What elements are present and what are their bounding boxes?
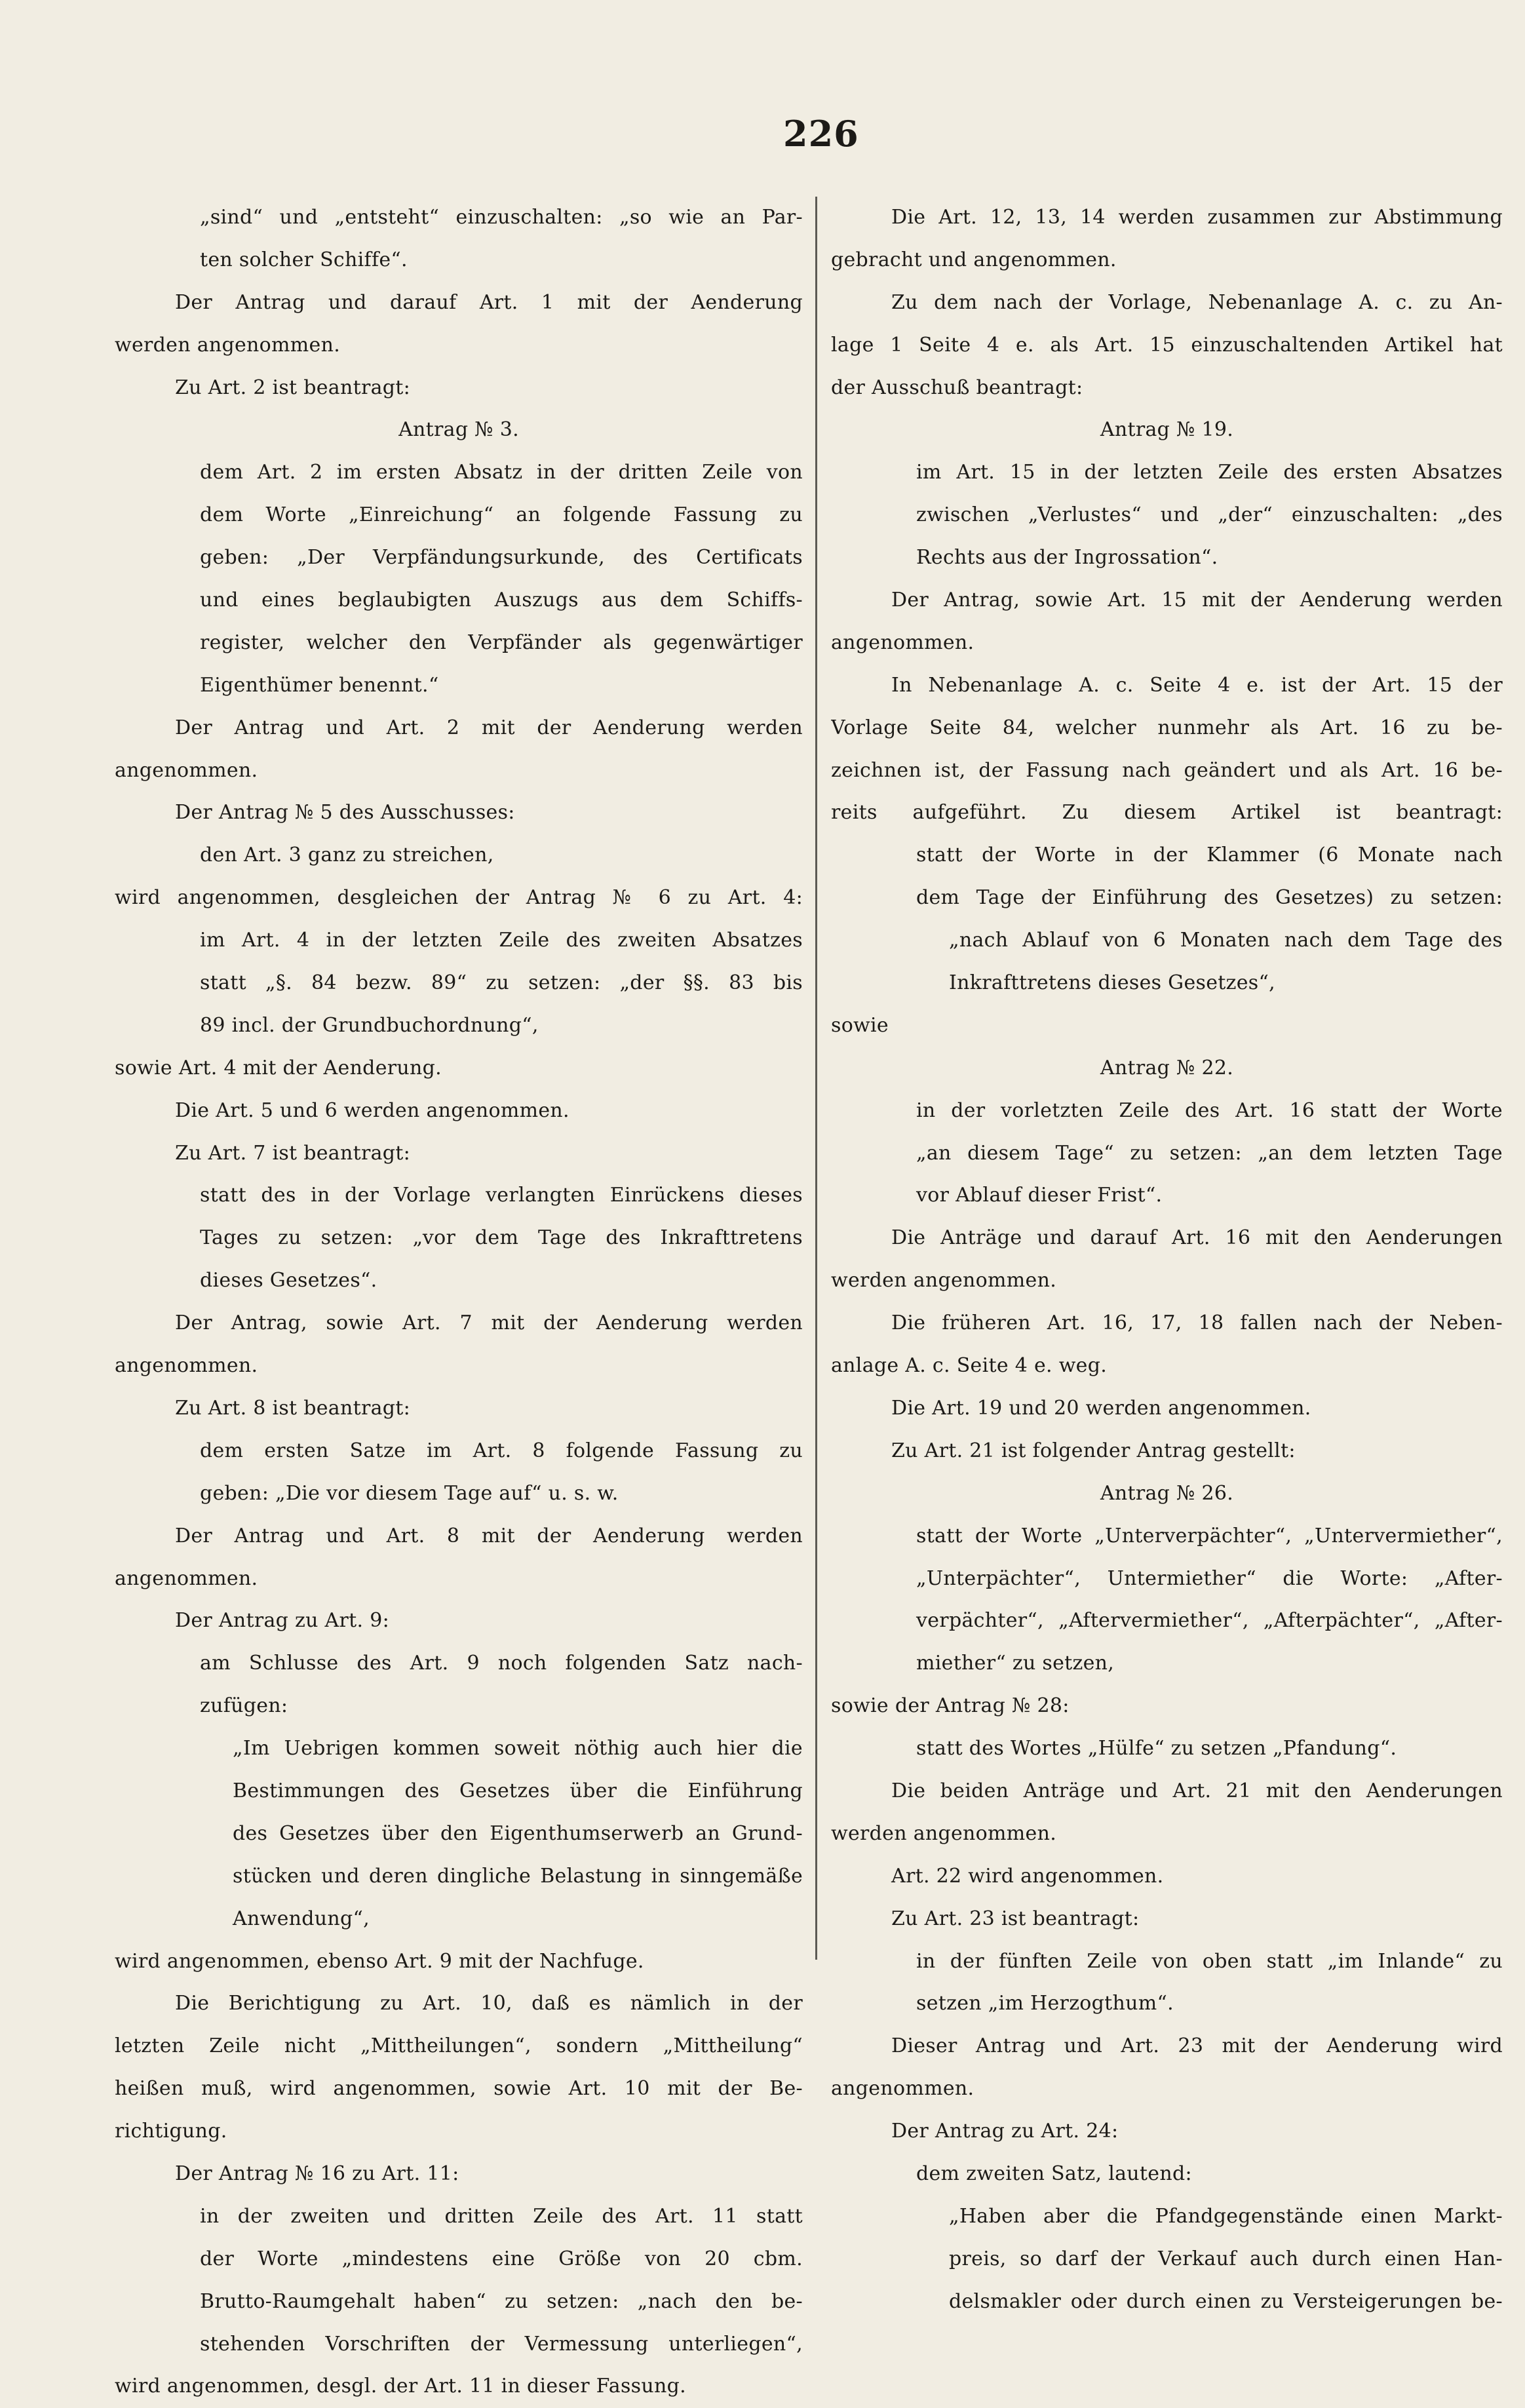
text-line: delsmakler oder durch einen zu Versteigerungen be- (949, 2289, 1503, 2313)
text-line: Zu Art. 2 ist beantragt: (175, 376, 411, 399)
text-line: Dieser Antrag und Art. 23 mit der Aenderung wird (891, 2034, 1503, 2058)
text-line: „an diesem Tage“ zu setzen: „an dem letzten Tage (916, 1141, 1503, 1165)
text-line: angenommen. (115, 1354, 258, 1378)
text-line: geben: „Der Verpfändungsurkunde, des Certificats (200, 546, 803, 570)
text-line: heißen muß, wird angenommen, sowie Art. 10 mit der Be- (115, 2077, 803, 2101)
text-line: Der Antrag zu Art. 24: (891, 2120, 1119, 2143)
text-line: sowie (831, 1013, 889, 1037)
text-line: statt der Worte „Unterverpächter“, „Untervermiether“, (916, 1524, 1503, 1547)
text-line: 89 incl. der Grundbuchordnung“, (200, 1013, 539, 1037)
text-line: Antrag № 19. (1100, 418, 1234, 442)
text-line: „nach Ablauf von 6 Monaten nach dem Tage des (949, 929, 1503, 952)
text-line: lage 1 Seite 4 e. als Art. 15 einzuschaltenden Artikel hat (831, 333, 1503, 357)
text-line: Inkrafttretens dieses Gesetzes“, (949, 971, 1275, 995)
text-line: Der Antrag und darauf Art. 1 mit der Aenderung (175, 290, 803, 314)
text-line: Zu Art. 7 ist beantragt: (175, 1141, 411, 1165)
text-line: Brutto-Raumgehalt haben“ zu setzen: „nach den be- (200, 2289, 803, 2313)
column-divider (815, 197, 817, 1960)
text-line: richtigung. (115, 2120, 227, 2143)
text-line: der Worte „mindestens eine Größe von 20 cbm. (200, 2247, 803, 2270)
left-column (115, 197, 803, 2408)
text-line: In Nebenanlage A. c. Seite 4 e. ist der Art. 15 der (891, 673, 1503, 697)
text-line: Anwendung“, (233, 1907, 370, 1930)
text-line: gebracht und angenommen. (831, 248, 1117, 271)
text-line: Antrag № 22. (1100, 1056, 1234, 1079)
text-line: Zu Art. 21 ist folgender Antrag gestellt: (891, 1439, 1296, 1462)
page-number: 226 (783, 113, 859, 155)
text-line: werden angenommen. (831, 1269, 1057, 1292)
text-line: dem Worte „Einreichung“ an folgende Fassung zu (200, 503, 803, 527)
text-line: Die Art. 5 und 6 werden angenommen. (175, 1098, 569, 1122)
text-line: dieses Gesetzes“. (200, 1269, 377, 1292)
text-line: sowie der Antrag № 28: (831, 1694, 1070, 1718)
text-line: miether“ zu setzen, (916, 1652, 1115, 1675)
text-line: Der Antrag und Art. 8 mit der Aenderung werden (175, 1524, 803, 1547)
text-line: des Gesetzes über den Eigenthumserwerb an Grund- (233, 1821, 803, 1845)
text-line: dem ersten Satze im Art. 8 folgende Fassung zu (200, 1439, 803, 1462)
text-line: dem zweiten Satz, lautend: (916, 2162, 1192, 2185)
text-line: verpächter“, „Aftervermiether“, „Afterpächter“, „After- (916, 1609, 1503, 1633)
text-line: Rechts aus der Ingrossation“. (916, 546, 1218, 570)
text-line: Der Antrag, sowie Art. 15 mit der Aenderung werden (891, 589, 1503, 612)
text-line: wird angenommen, desgleichen der Antrag № 6 zu Art. 4: (115, 886, 803, 910)
text-line: „sind“ und „entsteht“ einzuschalten: „so wie an Par- (200, 206, 803, 229)
text-line: der Ausschuß beantragt: (831, 376, 1083, 399)
text-line: reits aufgeführt. Zu diesem Artikel ist beantragt: (831, 801, 1503, 825)
text-line: Eigenthümer benennt.“ (200, 673, 439, 697)
text-line: zwischen „Verlustes“ und „der“ einzuschalten: „des (916, 503, 1503, 527)
text-line: im Art. 15 in der letzten Zeile des ersten Absatzes (916, 461, 1503, 484)
text-line: in der vorletzten Zeile des Art. 16 statt der Worte (916, 1098, 1503, 1122)
text-line: register, welcher den Verpfänder als gegenwärtiger (200, 631, 803, 654)
text-line: „Haben aber die Pfandgegenstände einen Markt- (949, 2204, 1503, 2228)
text-line: Tages zu setzen: „vor dem Tage des Inkrafttretens (200, 1226, 803, 1250)
text-line: im Art. 4 in der letzten Zeile des zweiten Absatzes (200, 929, 803, 952)
text-line: „Unterpächter“, Untermiether“ die Worte: „After- (916, 1566, 1503, 1590)
text-line: angenommen. (115, 1566, 258, 1590)
right-column (831, 197, 1503, 2323)
text-line: anlage A. c. Seite 4 e. weg. (831, 1354, 1108, 1378)
text-line: geben: „Die vor diesem Tage auf“ u. s. w. (200, 1481, 619, 1505)
text-line: Der Antrag und Art. 2 mit der Aenderung werden (175, 716, 803, 739)
text-line: setzen „im Herzogthum“. (916, 1992, 1174, 2015)
text-line: Die Berichtigung zu Art. 10, daß es nämlich in der (175, 1992, 803, 2015)
text-line: Zu Art. 8 ist beantragt: (175, 1396, 411, 1420)
text-line: zufügen: (200, 1694, 288, 1718)
text-line: Bestimmungen des Gesetzes über die Einführung (233, 1779, 803, 1802)
text-line: Zu Art. 23 ist beantragt: (891, 1907, 1140, 1930)
text-line: Die beiden Anträge und Art. 21 mit den Aenderungen (891, 1779, 1503, 1802)
text-line: Der Antrag № 5 des Ausschusses: (175, 801, 515, 825)
text-line: Antrag № 26. (1100, 1481, 1234, 1505)
text-line: „Im Uebrigen kommen soweit nöthig auch hier die (233, 1737, 803, 1760)
text-line: statt der Worte in der Klammer (6 Monate nach (916, 844, 1503, 867)
text-line: Der Antrag, sowie Art. 7 mit der Aenderung werden (175, 1311, 803, 1335)
text-line: Die Art. 19 und 20 werden angenommen. (891, 1396, 1311, 1420)
text-line: preis, so darf der Verkauf auch durch einen Han- (949, 2247, 1503, 2270)
text-line: dem Art. 2 im ersten Absatz in der dritten Zeile von (200, 461, 803, 484)
text-line: Die früheren Art. 16, 17, 18 fallen nach der Neben- (891, 1311, 1503, 1335)
text-line: angenommen. (831, 631, 975, 654)
text-line: und eines beglaubigten Auszugs aus dem Schiffs- (200, 589, 803, 612)
text-line: wird angenommen, ebenso Art. 9 mit der Nachfuge. (115, 1949, 644, 1973)
text-line: Antrag № 3. (398, 418, 519, 442)
text-line: Die Art. 12, 13, 14 werden zusammen zur Abstimmung (891, 206, 1503, 229)
text-line: Vorlage Seite 84, welcher nunmehr als Art. 16 zu be- (831, 716, 1503, 739)
text-line: dem Tage der Einführung des Gesetzes) zu setzen: (916, 886, 1503, 910)
text-line: in der zweiten und dritten Zeile des Art. 11 statt (200, 2204, 803, 2228)
text-line: statt „§. 84 bezw. 89“ zu setzen: „der §§. 83 bis (200, 971, 803, 995)
text-line: den Art. 3 ganz zu streichen, (200, 844, 494, 867)
text-line: letzten Zeile nicht „Mittheilungen“, sondern „Mittheilung“ (115, 2034, 803, 2058)
text-line: sowie Art. 4 mit der Aenderung. (115, 1056, 442, 1079)
text-line: stücken und deren dingliche Belastung in sinngemäße (233, 1864, 803, 1888)
text-line: angenommen. (115, 758, 258, 782)
text-line: statt des in der Vorlage verlangten Einrückens dieses (200, 1184, 803, 1207)
text-line: in der fünften Zeile von oben statt „im Inlande“ zu (916, 1949, 1503, 1973)
text-line: stehenden Vorschriften der Vermessung unterliegen“, (200, 2332, 803, 2356)
text-line: werden angenommen. (831, 1821, 1057, 1845)
text-line: wird angenommen, desgl. der Art. 11 in dieser Fassung. (115, 2375, 686, 2398)
text-line: Der Antrag № 16 zu Art. 11: (175, 2162, 459, 2185)
text-line: zeichnen ist, der Fassung nach geändert und als Art. 16 be- (831, 758, 1503, 782)
text-line: werden angenommen. (115, 333, 341, 357)
text-line: am Schlusse des Art. 9 noch folgenden Satz nach- (200, 1652, 803, 1675)
text-line: Der Antrag zu Art. 9: (175, 1609, 389, 1633)
text-line: angenommen. (831, 2077, 975, 2101)
text-line: Die Anträge und darauf Art. 16 mit den Aenderungen (891, 1226, 1503, 1250)
text-line: statt des Wortes „Hülfe“ zu setzen „Pfandung“. (916, 1737, 1397, 1760)
text-line: Zu dem nach der Vorlage, Nebenanlage A. c. zu An- (891, 290, 1503, 314)
text-line: vor Ablauf dieser Frist“. (916, 1184, 1163, 1207)
text-line: ten solcher Schiffe“. (200, 248, 408, 271)
text-line: Art. 22 wird angenommen. (891, 1864, 1164, 1888)
